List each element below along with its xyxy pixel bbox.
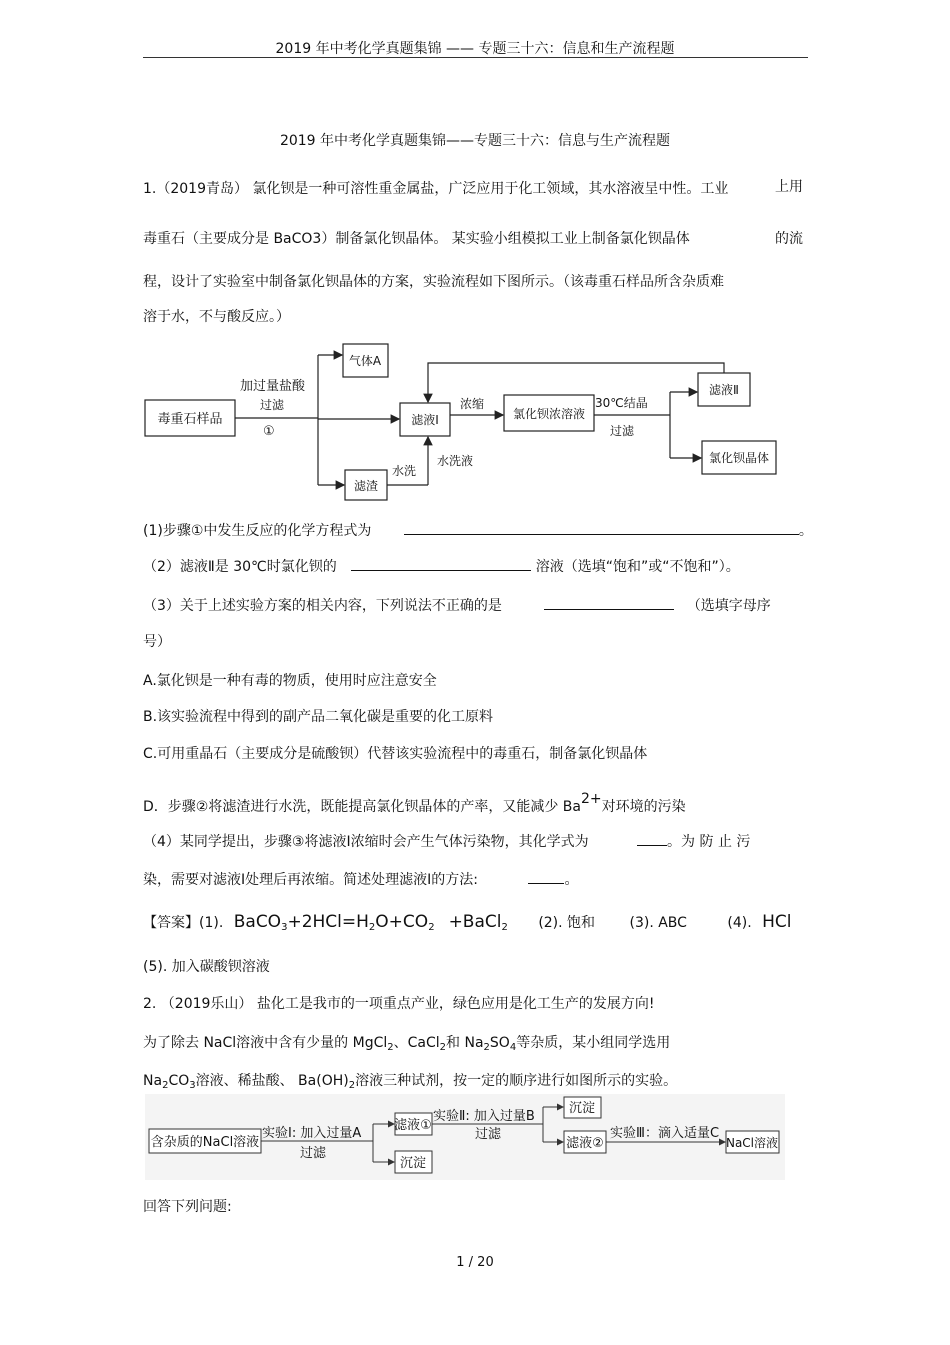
answer-blank-4[interactable]	[637, 831, 667, 846]
running-header: 2019 年中考化学真题集锦 —— 专题三十六：信息和生产流程题	[275, 41, 675, 57]
label-step1-number: ①	[263, 424, 275, 439]
answer-blank-2[interactable]	[351, 556, 531, 571]
label-exp1-filter: 过滤	[300, 1146, 327, 1161]
answer-5: (5). 加入碳酸钡溶液	[143, 959, 270, 975]
label-crystal: 氯化钡晶体	[708, 451, 770, 465]
q2-line3: $Na_2CO_3$溶液、稀盐酸、 $Ba(OH)_2$溶液三种试剂，按一定的顺序进行如图所示的实验。	[143, 1073, 678, 1091]
answer-blank-5[interactable]	[528, 869, 564, 884]
q1-line1: 1.（2019青岛） 氯化钡是一种可溶性重金属盐，广泛应用于化工领域，其水溶液呈中性。工业	[143, 181, 729, 197]
answer-line: 【答案】(1). $BaCO_3+2HCl=H_2O+CO_2$ +BaCl$_2$ (2). 饱和 (3). ABC (4). HCl	[143, 912, 792, 933]
label-concentrate: 浓缩	[460, 397, 485, 411]
answer-blank-1[interactable]	[404, 520, 799, 535]
label-crystallize-filter: 过滤	[610, 424, 635, 438]
q1-part1: (1)步骤①中发生反应的化学方程式为 。	[143, 520, 813, 540]
label-wash-liquid: 水洗液	[437, 454, 474, 468]
label-residue: 滤渣	[353, 479, 379, 493]
label-filtrate-1: 滤液Ⅰ	[411, 413, 439, 427]
label-gas-a: 气体A	[348, 354, 382, 368]
q1-line1-end: 上用	[775, 179, 803, 195]
label-exp3: 实验Ⅲ：滴入适量C	[610, 1126, 720, 1141]
label-wash: 水洗	[392, 464, 417, 478]
q1-line2-end: 的流	[775, 231, 803, 247]
label-filtrate-2: 滤液Ⅱ	[709, 383, 739, 397]
label-sample: 毒重石样品	[157, 412, 223, 427]
label-start: 含杂质的NaCl溶液	[150, 1135, 260, 1150]
label-filtrate-2b: 滤液②	[566, 1136, 604, 1151]
answer-blank-3[interactable]	[544, 595, 674, 610]
label-precip-1: 沉淀	[399, 1156, 427, 1171]
label-conc-solution: 氯化钡浓溶液	[512, 407, 586, 421]
label-crystallize: 30℃结晶	[595, 396, 648, 410]
q2-line1: 2. （2019乐山） 盐化工是我市的一项重点产业，绿色应用是化工生产的发展方向!	[143, 996, 655, 1012]
option-c: C.可用重晶石（主要成分是硫酸钡）代替该实验流程中的毒重石，制备氯化钡晶体	[143, 746, 648, 762]
answer-equation: $BaCO_3+2HCl=H_2O+CO_2$ +BaCl$_2$	[233, 912, 508, 933]
header-rule	[143, 57, 808, 58]
label-step1-reagent: 加过量盐酸	[240, 379, 306, 394]
label-end: NaCl溶液	[725, 1136, 779, 1150]
label-step1-filter: 过滤	[260, 398, 285, 412]
option-b: B.该实验流程中得到的副产品二氧化碳是重要的化工原料	[143, 709, 494, 725]
label-precip-2: 沉淀	[568, 1101, 596, 1116]
flowchart-1	[140, 335, 790, 505]
q2-answer-prompt: 回答下列问题:	[143, 1199, 232, 1215]
label-exp2: 实验Ⅱ: 加入过量B	[433, 1109, 535, 1124]
q1-line4: 溶于水，不与酸反应。）	[143, 309, 290, 325]
q1-part3-cont: 号）	[143, 634, 171, 650]
q1-line3: 程，设计了实验室中制备氯化钡晶体的方案，实验流程如下图所示。（该毒重石样品所含杂质难	[143, 274, 724, 290]
label-exp2-filter: 过滤	[475, 1127, 502, 1142]
option-a: A.氯化钡是一种有毒的物质，使用时应注意安全	[143, 673, 437, 689]
document-title: 2019 年中考化学真题集锦——专题三十六：信息与生产流程题	[279, 133, 671, 149]
q1-line2: 毒重石（主要成分是 BaCO3）制备氯化钡晶体。 某实验小组模拟工业上制备氯化钡晶体	[143, 231, 690, 247]
q2-line2: 为了除去 NaCl溶液中含有少量的 MgCl$_2$、CaCl$_2$和 $Na_2SO_4$等杂质，某小组同学选用	[143, 1035, 671, 1053]
q1-part2: （2）滤液Ⅱ是 30℃时氯化钡的 溶液（选填“饱和”或“不饱和”）。	[143, 556, 740, 576]
label-filtrate-1b: 滤液①	[394, 1118, 432, 1133]
q1-part4: （4）某同学提出，步骤③将滤液Ⅰ浓缩时会产生气体污染物，其化学式为 。为 防 止 污	[143, 831, 750, 851]
label-exp1: 实验Ⅰ: 加入过量A	[262, 1126, 362, 1141]
page-number: 1 / 20	[456, 1255, 494, 1270]
option-d: D．步骤②将滤渣进行水洗，既能提高氯化钡晶体的产率，又能减少 Ba2+对环境的污染	[143, 791, 686, 815]
flowchart-2	[145, 1094, 785, 1180]
q1-part4-cont: 染，需要对滤液Ⅰ处理后再浓缩。简述处理滤液Ⅰ的方法: 。	[143, 869, 578, 889]
q1-part3: （3）关于上述实验方案的相关内容，下列说法不正确的是 （选填字母序	[143, 595, 771, 615]
